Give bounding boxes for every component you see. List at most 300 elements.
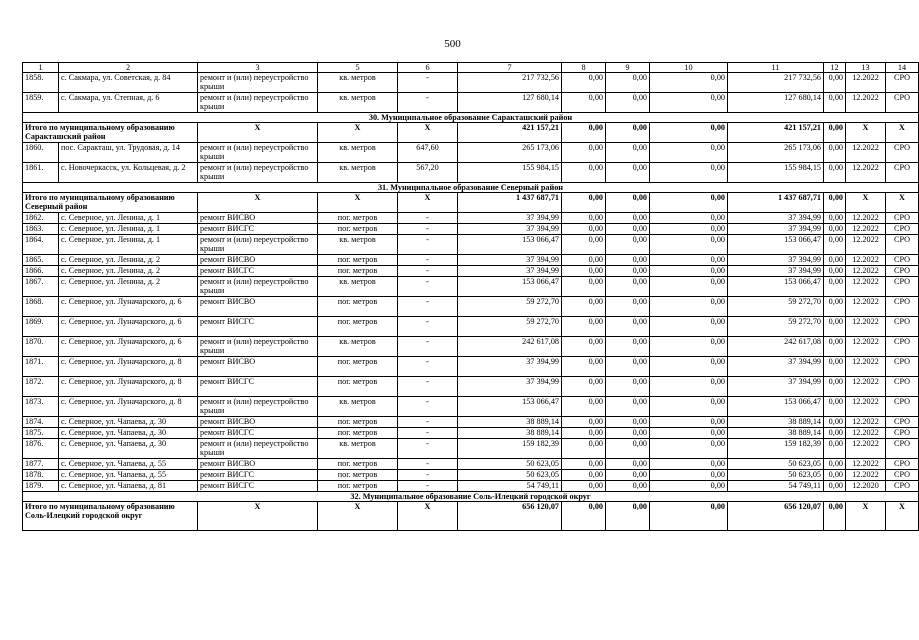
row-number-cell: 1866.	[23, 266, 59, 277]
unit-cell: пог. метров	[318, 417, 398, 428]
deadline-cell: 12.2022	[846, 439, 886, 459]
deadline-cell: 12.2022	[846, 73, 886, 93]
total-cost-cell: 37 394,99	[458, 266, 562, 277]
contractor-cell: СРО	[886, 255, 919, 266]
address-cell: с. Северное, ул. Чапаева, д. 55	[59, 470, 198, 481]
cost-owners-cell: 37 394,99	[728, 224, 824, 235]
cost-owners-cell: 127 680,14	[728, 93, 824, 113]
row-number-cell: 1869.	[23, 317, 59, 337]
contractor-cell: СРО	[886, 377, 919, 397]
unit-cell: пог. метров	[318, 213, 398, 224]
cost-owners-cell: 153 066,47	[728, 277, 824, 297]
cost-owners-cell: 265 173,06	[728, 143, 824, 163]
table-row	[23, 266, 919, 277]
total-cost-cell: 37 394,99	[458, 377, 562, 397]
subtotal-cell: X	[398, 193, 458, 213]
deadline-cell: 12.2022	[846, 224, 886, 235]
cost-fund-cell: 0,00	[562, 93, 606, 113]
work-type-cell: ремонт и (или) переустройство крыши	[198, 235, 318, 255]
unit-cost-cell: 0,00	[824, 377, 846, 397]
unit-cost-cell: 0,00	[824, 277, 846, 297]
unit-cost-cell: 0,00	[824, 397, 846, 417]
table-row	[23, 470, 919, 481]
cost-owners-cell: 153 066,47	[728, 235, 824, 255]
unit-cell: пог. метров	[318, 377, 398, 397]
quantity-cell: -	[398, 317, 458, 337]
subtotal-cell: 0,00	[562, 123, 606, 143]
cost-local-cell: 0,00	[650, 337, 728, 357]
row-number-cell: 1871.	[23, 357, 59, 377]
cost-fund-cell: 0,00	[562, 397, 606, 417]
deadline-cell: 12.2022	[846, 213, 886, 224]
address-cell: с. Северное, ул. Луначарского, д. 6	[59, 297, 198, 317]
total-cost-cell: 37 394,99	[458, 255, 562, 266]
subtotal-cell: X	[846, 123, 886, 143]
deadline-cell: 12.2022	[846, 377, 886, 397]
cost-owners-cell: 59 272,70	[728, 317, 824, 337]
quantity-cell: -	[398, 337, 458, 357]
contractor-cell: СРО	[886, 297, 919, 317]
work-type-cell: ремонт и (или) переустройство крыши	[198, 277, 318, 297]
cost-budget-cell: 0,00	[606, 417, 650, 428]
row-number-cell: 1876.	[23, 439, 59, 459]
cost-budget-cell: 0,00	[606, 224, 650, 235]
subtotal-cell: X	[886, 193, 919, 213]
cost-fund-cell: 0,00	[562, 357, 606, 377]
cost-local-cell: 0,00	[650, 143, 728, 163]
unit-cell: пог. метров	[318, 428, 398, 439]
cost-owners-cell: 59 272,70	[728, 297, 824, 317]
unit-cell: пог. метров	[318, 297, 398, 317]
cost-budget-cell: 0,00	[606, 235, 650, 255]
unit-cell: кв. метров	[318, 235, 398, 255]
unit-cost-cell: 0,00	[824, 439, 846, 459]
col-header: 2	[59, 63, 198, 73]
unit-cost-cell: 0,00	[824, 93, 846, 113]
contractor-cell: СРО	[886, 224, 919, 235]
quantity-cell: -	[398, 439, 458, 459]
unit-cost-cell: 0,00	[824, 357, 846, 377]
subtotal-cell: X	[198, 502, 318, 531]
unit-cost-cell: 0,00	[824, 470, 846, 481]
row-number-cell: 1873.	[23, 397, 59, 417]
cost-fund-cell: 0,00	[562, 317, 606, 337]
subtotal-cell: 421 157,21	[728, 123, 824, 143]
unit-cost-cell: 0,00	[824, 224, 846, 235]
contractor-cell: СРО	[886, 143, 919, 163]
cost-budget-cell: 0,00	[606, 213, 650, 224]
quantity-cell: -	[398, 297, 458, 317]
address-cell: с. Северное, ул. Ленина, д. 2	[59, 255, 198, 266]
unit-cost-cell: 0,00	[824, 337, 846, 357]
section-heading: 30. Муниципальное образование Саракташский район	[23, 113, 919, 123]
deadline-cell: 12.2022	[846, 357, 886, 377]
work-type-cell: ремонт ВИСГС	[198, 317, 318, 337]
work-type-cell: ремонт ВИСВО	[198, 213, 318, 224]
contractor-cell: СРО	[886, 357, 919, 377]
cost-fund-cell: 0,00	[562, 470, 606, 481]
cost-fund-cell: 0,00	[562, 439, 606, 459]
table-row	[23, 481, 919, 492]
deadline-cell: 12.2022	[846, 397, 886, 417]
subtotal-cell: 656 120,07	[728, 502, 824, 531]
subtotal-cell: X	[886, 123, 919, 143]
subtotal-cell: X	[846, 502, 886, 531]
quantity-cell: -	[398, 459, 458, 470]
contractor-cell: СРО	[886, 73, 919, 93]
subtotal-row	[23, 123, 919, 143]
unit-cost-cell: 0,00	[824, 297, 846, 317]
cost-budget-cell: 0,00	[606, 428, 650, 439]
table-row	[23, 397, 919, 417]
table-row	[23, 213, 919, 224]
contractor-cell: СРО	[886, 481, 919, 492]
contractor-cell: СРО	[886, 317, 919, 337]
cost-fund-cell: 0,00	[562, 377, 606, 397]
cost-budget-cell: 0,00	[606, 277, 650, 297]
table-row	[23, 337, 919, 357]
subtotal-cell: X	[886, 502, 919, 531]
table-row	[23, 357, 919, 377]
cost-owners-cell: 50 623,05	[728, 470, 824, 481]
subtotal-row	[23, 193, 919, 213]
section-heading-row	[23, 183, 919, 193]
cost-local-cell: 0,00	[650, 93, 728, 113]
subtotal-cell: 1 437 687,71	[728, 193, 824, 213]
cost-fund-cell: 0,00	[562, 255, 606, 266]
cost-budget-cell: 0,00	[606, 93, 650, 113]
col-header: 8	[562, 63, 606, 73]
subtotal-cell: 1 437 687,71	[458, 193, 562, 213]
address-cell: с. Северное, ул. Ленина, д. 2	[59, 277, 198, 297]
work-type-cell: ремонт ВИСГС	[198, 470, 318, 481]
quantity-cell: -	[398, 235, 458, 255]
cost-owners-cell: 37 394,99	[728, 357, 824, 377]
table-row	[23, 235, 919, 255]
unit-cell: кв. метров	[318, 73, 398, 93]
cost-budget-cell: 0,00	[606, 73, 650, 93]
contractor-cell: СРО	[886, 266, 919, 277]
unit-cell: кв. метров	[318, 337, 398, 357]
unit-cost-cell: 0,00	[824, 417, 846, 428]
row-number-cell: 1862.	[23, 213, 59, 224]
unit-cell: кв. метров	[318, 143, 398, 163]
contractor-cell: СРО	[886, 417, 919, 428]
cost-owners-cell: 37 394,99	[728, 266, 824, 277]
deadline-cell: 12.2022	[846, 317, 886, 337]
total-cost-cell: 127 680,14	[458, 93, 562, 113]
col-header: 7	[458, 63, 562, 73]
cost-budget-cell: 0,00	[606, 255, 650, 266]
address-cell: с. Северное, ул. Чапаева, д. 30	[59, 428, 198, 439]
total-cost-cell: 37 394,99	[458, 224, 562, 235]
cost-fund-cell: 0,00	[562, 224, 606, 235]
work-type-cell: ремонт ВИСВО	[198, 459, 318, 470]
address-cell: с. Сакмара, ул. Степная, д. 6	[59, 93, 198, 113]
cost-local-cell: 0,00	[650, 428, 728, 439]
cost-budget-cell: 0,00	[606, 377, 650, 397]
work-type-cell: ремонт и (или) переустройство крыши	[198, 337, 318, 357]
work-type-cell: ремонт ВИСВО	[198, 357, 318, 377]
quantity-cell: -	[398, 73, 458, 93]
quantity-cell: -	[398, 417, 458, 428]
contractor-cell: СРО	[886, 277, 919, 297]
cost-local-cell: 0,00	[650, 397, 728, 417]
section-heading-row	[23, 113, 919, 123]
table-row	[23, 93, 919, 113]
cost-local-cell: 0,00	[650, 213, 728, 224]
subtotal-cell: X	[318, 193, 398, 213]
subtotal-row	[23, 502, 919, 531]
cost-local-cell: 0,00	[650, 377, 728, 397]
address-cell: с. Новочеркасск, ул. Кольцевая, д. 2	[59, 163, 198, 183]
row-number-cell: 1864.	[23, 235, 59, 255]
unit-cost-cell: 0,00	[824, 213, 846, 224]
subtotal-cell: X	[318, 123, 398, 143]
address-cell: с. Северное, ул. Ленина, д. 2	[59, 266, 198, 277]
address-cell: с. Северное, ул. Чапаева, д. 30	[59, 417, 198, 428]
cost-fund-cell: 0,00	[562, 213, 606, 224]
total-cost-cell: 54 749,11	[458, 481, 562, 492]
quantity-cell: -	[398, 377, 458, 397]
cost-budget-cell: 0,00	[606, 163, 650, 183]
col-header: 9	[606, 63, 650, 73]
subtotal-cell: 0,00	[562, 502, 606, 531]
work-type-cell: ремонт и (или) переустройство крыши	[198, 397, 318, 417]
cost-local-cell: 0,00	[650, 163, 728, 183]
row-number-cell: 1867.	[23, 277, 59, 297]
unit-cell: кв. метров	[318, 93, 398, 113]
deadline-cell: 12.2022	[846, 417, 886, 428]
cost-fund-cell: 0,00	[562, 73, 606, 93]
table-row	[23, 459, 919, 470]
total-cost-cell: 50 623,05	[458, 470, 562, 481]
section-heading: 32. Муниципальное образование Соль-Илецкий городской округ	[23, 492, 919, 502]
quantity-cell: -	[398, 255, 458, 266]
deadline-cell: 12.2022	[846, 255, 886, 266]
unit-cell: пог. метров	[318, 266, 398, 277]
row-number-cell: 1877.	[23, 459, 59, 470]
subtotal-cell: 0,00	[562, 193, 606, 213]
deadline-cell: 12.2022	[846, 470, 886, 481]
unit-cost-cell: 0,00	[824, 143, 846, 163]
cost-fund-cell: 0,00	[562, 163, 606, 183]
cost-owners-cell: 153 066,47	[728, 397, 824, 417]
cost-owners-cell: 54 749,11	[728, 481, 824, 492]
unit-cost-cell: 0,00	[824, 255, 846, 266]
work-type-cell: ремонт и (или) переустройство крыши	[198, 143, 318, 163]
deadline-cell: 12.2022	[846, 337, 886, 357]
deadline-cell: 12.2022	[846, 266, 886, 277]
subtotal-cell: 0,00	[650, 123, 728, 143]
work-type-cell: ремонт и (или) переустройство крыши	[198, 163, 318, 183]
cost-owners-cell: 50 623,05	[728, 459, 824, 470]
section-heading-row	[23, 492, 919, 502]
total-cost-cell: 37 394,99	[458, 357, 562, 377]
cost-budget-cell: 0,00	[606, 459, 650, 470]
row-number-cell: 1858.	[23, 73, 59, 93]
unit-cost-cell: 0,00	[824, 481, 846, 492]
col-header: 11	[728, 63, 824, 73]
total-cost-cell: 242 617,08	[458, 337, 562, 357]
cost-local-cell: 0,00	[650, 417, 728, 428]
quantity-cell: -	[398, 277, 458, 297]
address-cell: с. Северное, ул. Луначарского, д. 8	[59, 377, 198, 397]
work-type-cell: ремонт ВИСВО	[198, 297, 318, 317]
row-number-cell: 1863.	[23, 224, 59, 235]
deadline-cell: 12.2022	[846, 235, 886, 255]
table-row	[23, 317, 919, 337]
unit-cost-cell: 0,00	[824, 428, 846, 439]
address-cell: с. Северное, ул. Луначарского, д. 8	[59, 357, 198, 377]
work-type-cell: ремонт ВИСГС	[198, 224, 318, 235]
unit-cost-cell: 0,00	[824, 163, 846, 183]
cost-owners-cell: 155 984,15	[728, 163, 824, 183]
deadline-cell: 12.2020	[846, 481, 886, 492]
address-cell: с. Северное, ул. Ленина, д. 1	[59, 235, 198, 255]
table-row	[23, 143, 919, 163]
cost-fund-cell: 0,00	[562, 481, 606, 492]
cost-budget-cell: 0,00	[606, 439, 650, 459]
cost-fund-cell: 0,00	[562, 428, 606, 439]
unit-cell: пог. метров	[318, 459, 398, 470]
cost-budget-cell: 0,00	[606, 143, 650, 163]
cost-budget-cell: 0,00	[606, 266, 650, 277]
contractor-cell: СРО	[886, 470, 919, 481]
subtotal-cell: 0,00	[606, 123, 650, 143]
cost-owners-cell: 37 394,99	[728, 255, 824, 266]
unit-cell: пог. метров	[318, 317, 398, 337]
deadline-cell: 12.2022	[846, 297, 886, 317]
work-type-cell: ремонт ВИСВО	[198, 255, 318, 266]
subtotal-cell: X	[198, 123, 318, 143]
contractor-cell: СРО	[886, 459, 919, 470]
subtotal-cell: 0,00	[650, 193, 728, 213]
contractor-cell: СРО	[886, 235, 919, 255]
cost-fund-cell: 0,00	[562, 277, 606, 297]
cost-local-cell: 0,00	[650, 357, 728, 377]
cost-local-cell: 0,00	[650, 277, 728, 297]
subtotal-label: Итого по муниципальному образованию Саракташский район	[23, 123, 198, 143]
table-row	[23, 277, 919, 297]
address-cell: пос. Саракташ, ул. Трудовая, д. 14	[59, 143, 198, 163]
quantity-cell: -	[398, 224, 458, 235]
total-cost-cell: 37 394,99	[458, 213, 562, 224]
total-cost-cell: 217 732,56	[458, 73, 562, 93]
work-type-cell: ремонт и (или) переустройство крыши	[198, 439, 318, 459]
subtotal-cell: 0,00	[606, 193, 650, 213]
total-cost-cell: 59 272,70	[458, 317, 562, 337]
cost-local-cell: 0,00	[650, 297, 728, 317]
unit-cell: пог. метров	[318, 357, 398, 377]
quantity-cell: -	[398, 397, 458, 417]
unit-cell: кв. метров	[318, 439, 398, 459]
cost-local-cell: 0,00	[650, 266, 728, 277]
total-cost-cell: 38 889,14	[458, 417, 562, 428]
work-type-cell: ремонт ВИСГС	[198, 377, 318, 397]
cost-local-cell: 0,00	[650, 255, 728, 266]
cost-fund-cell: 0,00	[562, 459, 606, 470]
cost-budget-cell: 0,00	[606, 470, 650, 481]
deadline-cell: 12.2022	[846, 143, 886, 163]
contractor-cell: СРО	[886, 213, 919, 224]
row-number-cell: 1865.	[23, 255, 59, 266]
cost-local-cell: 0,00	[650, 481, 728, 492]
contractor-cell: СРО	[886, 163, 919, 183]
total-cost-cell: 59 272,70	[458, 297, 562, 317]
col-header: 3	[198, 63, 318, 73]
unit-cell: пог. метров	[318, 470, 398, 481]
total-cost-cell: 265 173,06	[458, 143, 562, 163]
cost-owners-cell: 242 617,08	[728, 337, 824, 357]
cost-local-cell: 0,00	[650, 470, 728, 481]
col-header: 13	[846, 63, 886, 73]
table-row	[23, 163, 919, 183]
col-header: 10	[650, 63, 728, 73]
cost-fund-cell: 0,00	[562, 143, 606, 163]
row-number-cell: 1861.	[23, 163, 59, 183]
cost-budget-cell: 0,00	[606, 397, 650, 417]
address-cell: с. Сакмара, ул. Советская, д. 84	[59, 73, 198, 93]
deadline-cell: 12.2022	[846, 163, 886, 183]
cost-owners-cell: 159 182,39	[728, 439, 824, 459]
work-type-cell: ремонт и (или) переустройство крыши	[198, 93, 318, 113]
deadline-cell: 12.2022	[846, 459, 886, 470]
total-cost-cell: 159 182,39	[458, 439, 562, 459]
subtotal-cell: 0,00	[606, 502, 650, 531]
cost-fund-cell: 0,00	[562, 417, 606, 428]
work-type-cell: ремонт ВИСГС	[198, 428, 318, 439]
subtotal-cell: 0,00	[824, 193, 846, 213]
subtotal-cell: X	[846, 193, 886, 213]
unit-cell: пог. метров	[318, 224, 398, 235]
cost-budget-cell: 0,00	[606, 357, 650, 377]
subtotal-cell: 0,00	[824, 502, 846, 531]
address-cell: с. Северное, ул. Луначарского, д. 6	[59, 337, 198, 357]
cost-owners-cell: 37 394,99	[728, 213, 824, 224]
contractor-cell: СРО	[886, 93, 919, 113]
quantity-cell: 567,20	[398, 163, 458, 183]
work-type-cell: ремонт и (или) переустройство крыши	[198, 73, 318, 93]
table-row	[23, 377, 919, 397]
quantity-cell: -	[398, 470, 458, 481]
cost-local-cell: 0,00	[650, 235, 728, 255]
subtotal-label: Итого по муниципальному образованию Северный район	[23, 193, 198, 213]
contractor-cell: СРО	[886, 337, 919, 357]
quantity-cell: -	[398, 481, 458, 492]
address-cell: с. Северное, ул. Луначарского, д. 6	[59, 317, 198, 337]
row-number-cell: 1875.	[23, 428, 59, 439]
unit-cost-cell: 0,00	[824, 235, 846, 255]
cost-local-cell: 0,00	[650, 73, 728, 93]
cost-fund-cell: 0,00	[562, 266, 606, 277]
subtotal-cell: X	[198, 193, 318, 213]
row-number-cell: 1874.	[23, 417, 59, 428]
table-row	[23, 297, 919, 317]
row-number-cell: 1878.	[23, 470, 59, 481]
cost-fund-cell: 0,00	[562, 337, 606, 357]
subtotal-cell: X	[398, 123, 458, 143]
address-cell: с. Северное, ул. Ленина, д. 1	[59, 213, 198, 224]
address-cell: с. Северное, ул. Луначарского, д. 8	[59, 397, 198, 417]
quantity-cell: -	[398, 357, 458, 377]
row-number-cell: 1872.	[23, 377, 59, 397]
subtotal-cell: 421 157,21	[458, 123, 562, 143]
unit-cell: пог. метров	[318, 481, 398, 492]
address-cell: с. Северное, ул. Чапаева, д. 55	[59, 459, 198, 470]
col-header: 12	[824, 63, 846, 73]
subtotal-cell: 0,00	[824, 123, 846, 143]
